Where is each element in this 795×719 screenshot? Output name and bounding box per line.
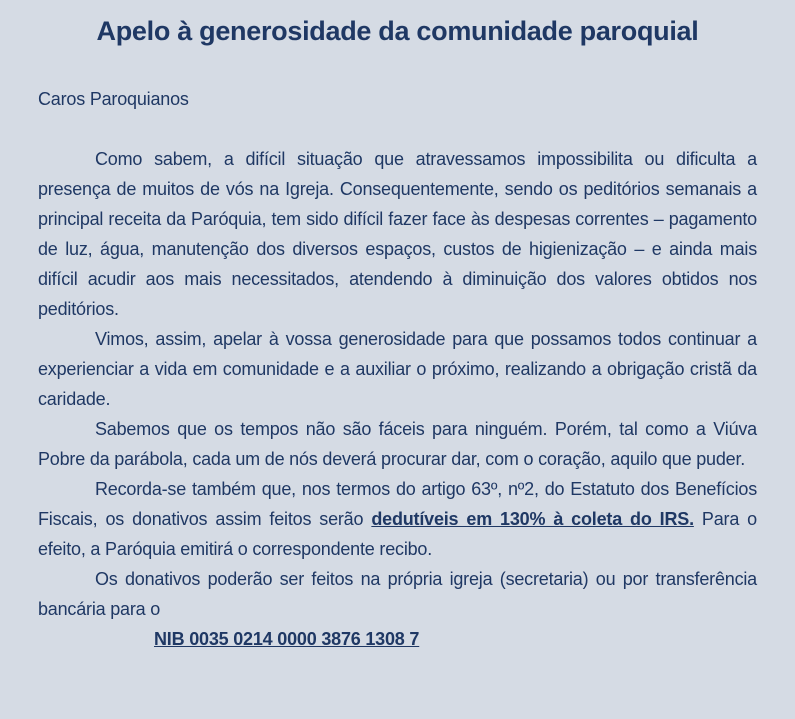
text-segment: Os donativos poderão ser feitos na própria igreja (secretaria) ou por transferência bancária para o <box>38 569 757 619</box>
text-segment: Recorda-se também que, nos termos do artigo 63º, nº2, do Estatuto dos Benefícios Fiscais, os donativos assim feitos serão <box>38 479 757 529</box>
paragraph-appeal <box>38 324 757 414</box>
text-segment: Como sabem, a difícil situação que atravessamos impossibilita ou dificulta a presença de muitos de vós na Igreja. Consequentemente, sendo os peditórios semanais a principal receita da Paróquia, tem sido difícil fazer face às despesas correntes – pagamento de luz, água, manutenção dos diversos espaços, custos de higienização – e ainda mais difícil acudir aos mais necessitados, atendendo à diminuição dos valores obtidos nos peditórios. <box>38 149 757 319</box>
text-segment: Sabemos que os tempos não são fáceis para ninguém. Porém, tal como a Viúva Pobre da parábola, cada um de nós deverá procurar dar, com o coração, aquilo que puder. <box>38 419 757 469</box>
paragraph-widow-parable <box>38 414 757 474</box>
deductible-highlight: dedutíveis em 130% à coleta do IRS. <box>371 509 694 529</box>
text-segment: Para o efeito, a Paróquia emitirá o correspondente recibo. <box>38 509 757 559</box>
paragraph-tax-benefit <box>38 474 757 564</box>
nib-number: NIB 0035 0214 0000 3876 1308 7 <box>154 629 420 649</box>
paragraph-situation <box>38 144 757 324</box>
nib-line <box>38 624 757 654</box>
paragraph-donation-methods <box>38 564 757 624</box>
text-segment: Vimos, assim, apelar à vossa generosidade para que possamos todos continuar a experienciar a vida em comunidade e a auxiliar o próximo, realizando a obrigação cristã da caridade. <box>38 329 757 409</box>
salutation: Caros Paroquianos <box>38 89 189 109</box>
page-title: Apelo à generosidade da comunidade paroquial <box>96 16 699 46</box>
